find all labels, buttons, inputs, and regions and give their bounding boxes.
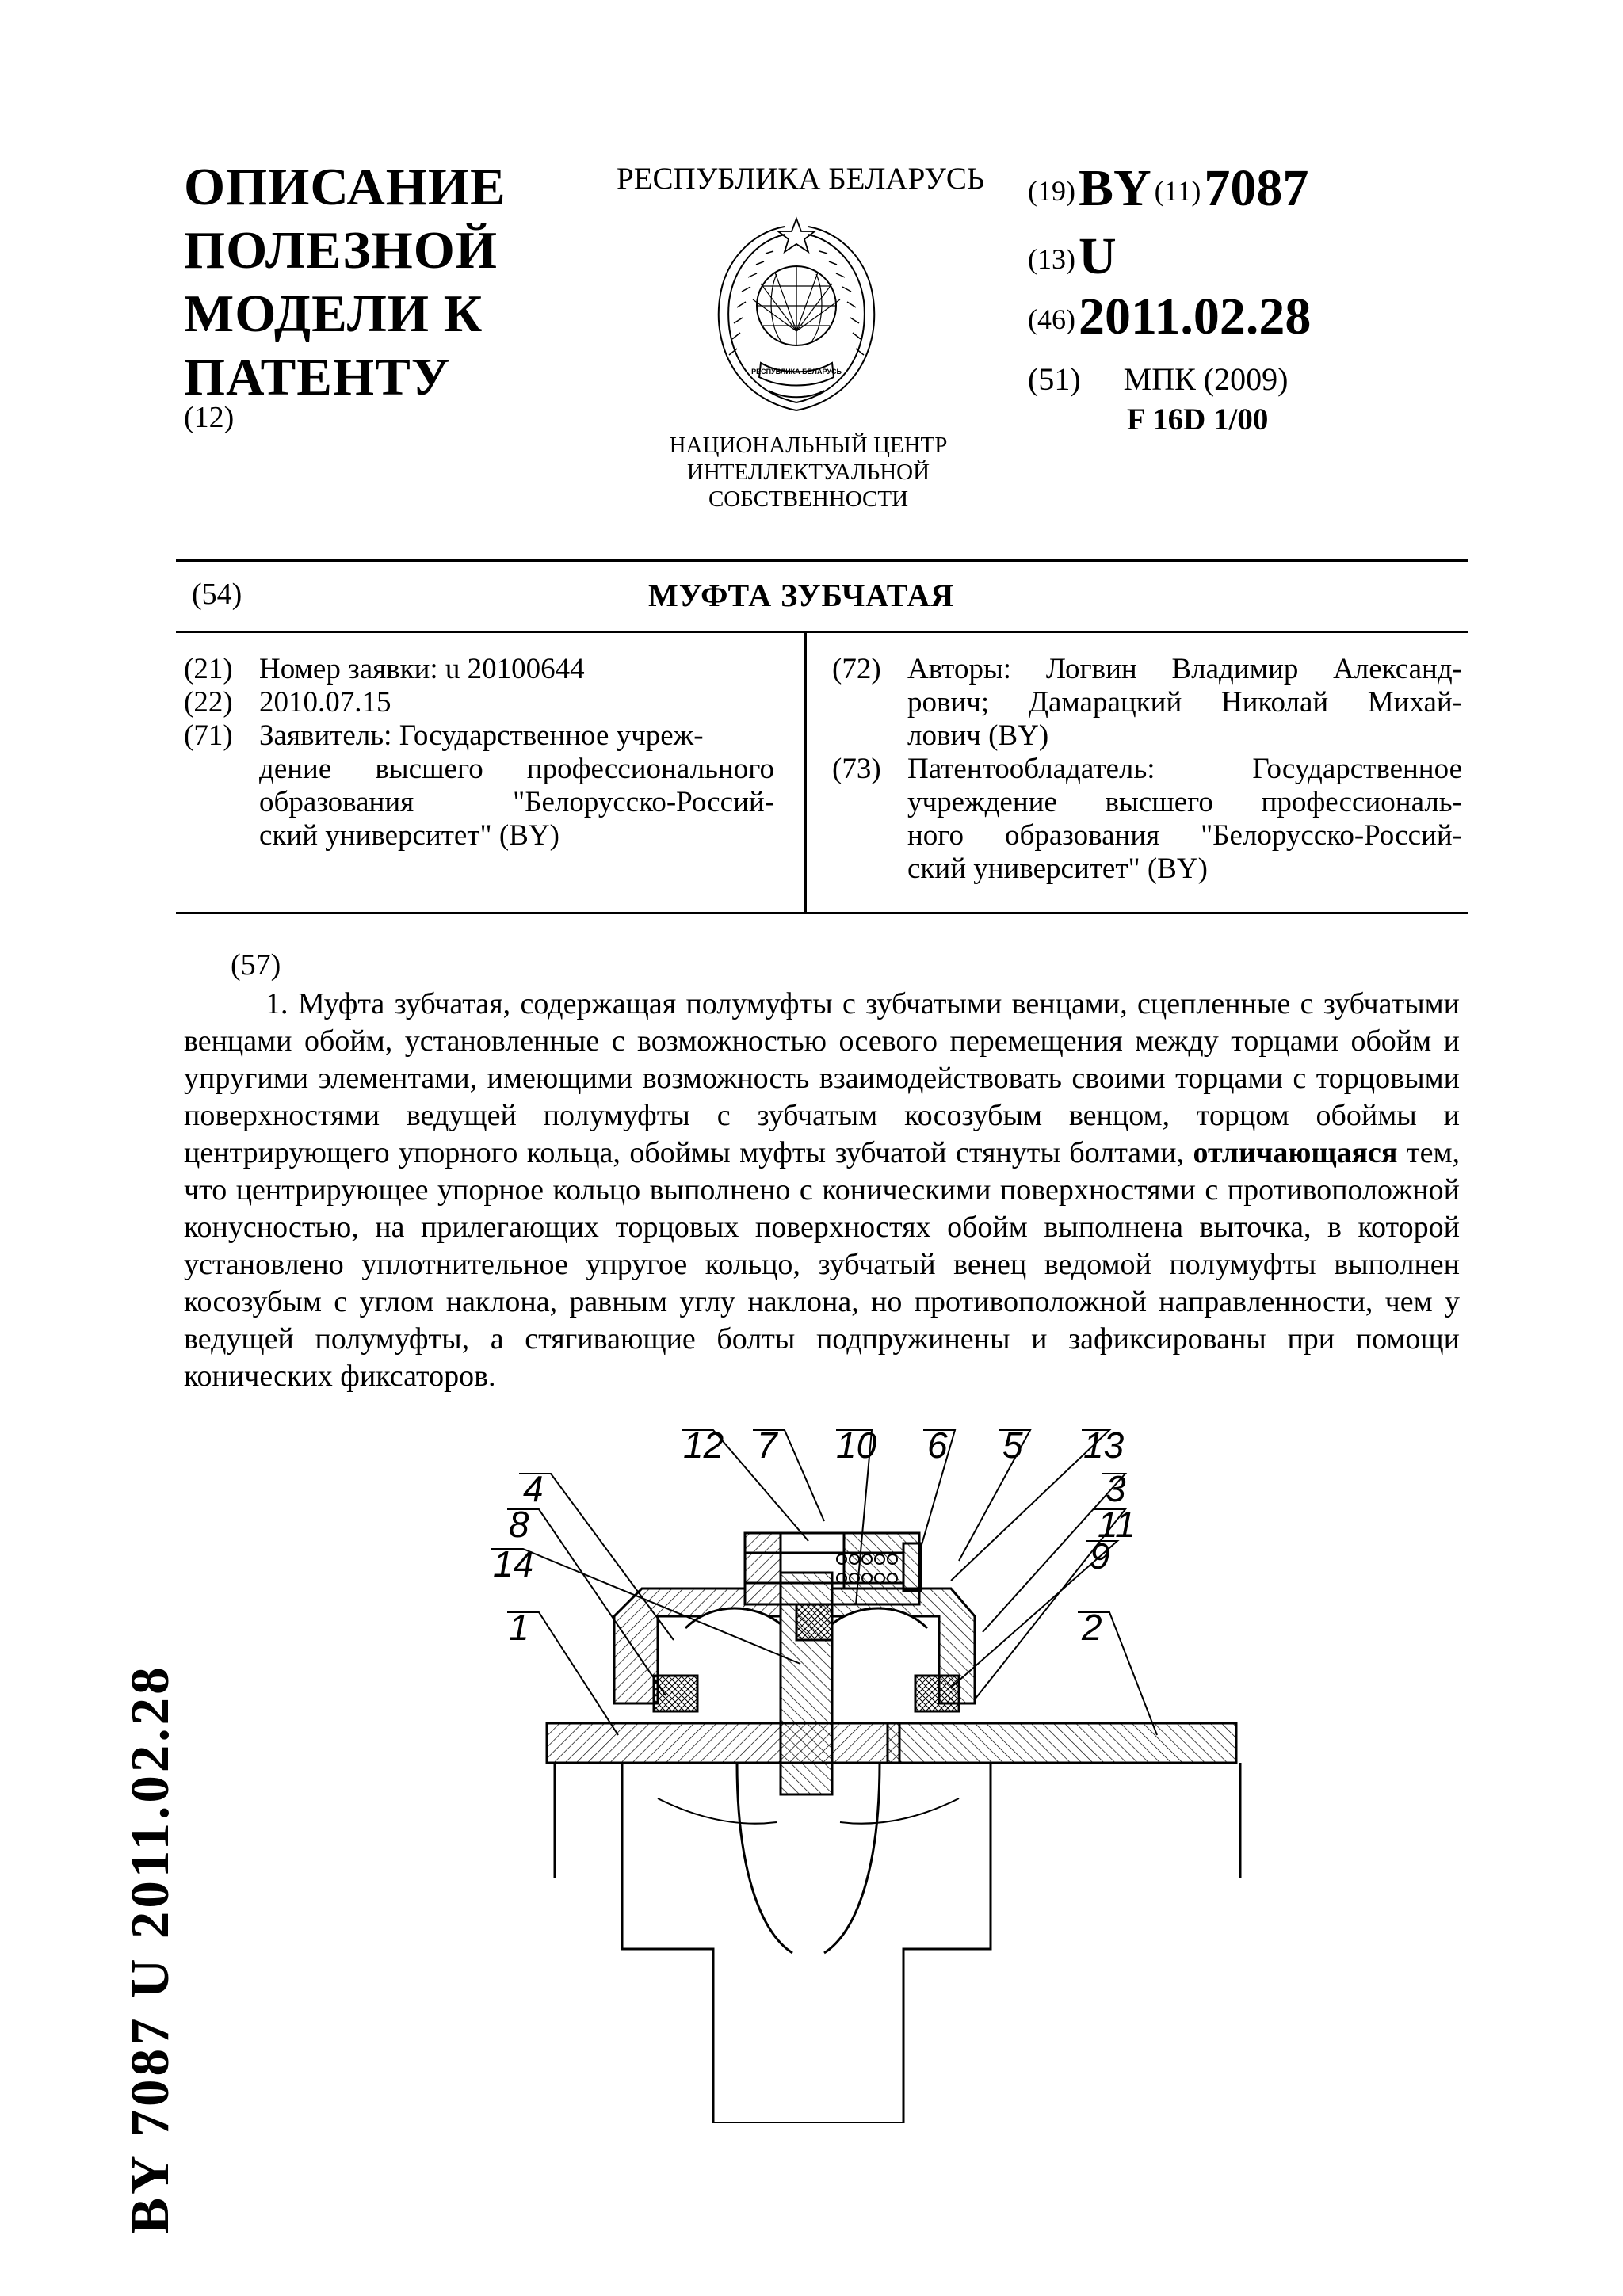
patent-holder-line: ский университет" (BY): [907, 852, 1208, 885]
drawing-label: 7: [757, 1426, 777, 1466]
ipc-class: F 16D 1/00: [1127, 402, 1269, 437]
drawing-label: 3: [1106, 1468, 1126, 1509]
divider-title: [176, 631, 1468, 633]
document-type-title: [184, 155, 556, 409]
ipc-row: [1028, 360, 1288, 398]
country-code: BY: [1078, 159, 1151, 217]
divider-bottom: [176, 912, 1468, 914]
divider-top: [176, 559, 1468, 562]
inid-code-13: (13): [1028, 243, 1075, 275]
invention-title: МУФТА ЗУБЧАТАЯ: [648, 578, 955, 613]
applicant-row: [184, 719, 774, 753]
filing-date: 2010.07.15: [259, 686, 391, 719]
patent-holder-row: [832, 753, 1462, 786]
inid-code-57: (57): [231, 948, 281, 982]
coupling-section-drawing: [475, 1426, 1522, 2123]
claim-part: 1. Муфта зубчатая, содержащая полумуфты с зубчатыми венцами, сцепленные с зубчатыми венцами обойм, установленные с возможностью осевого перемещения между торцами обойм и упругими элементами, имеющими возможность взаимодействовать своими торцами с торцовыми поверхностями ведущей полумуфты с зубчатым косозубым венцом, торцом обоймы и центрирующего упорного кольца, обоймы муфты зубчатой стянуты болтами,: [184, 987, 1460, 1169]
drawing-label: 9: [1090, 1535, 1110, 1577]
patent-holder-line: ного образования "Белорусско-Россий-: [907, 819, 1462, 852]
inid-code-21: (21): [184, 653, 233, 685]
applicant-line: образования "Белорусско-Россий-: [259, 786, 774, 818]
inid-code-19: (19): [1028, 175, 1075, 207]
inid-code-73: (73): [832, 753, 881, 785]
side-publication-number: BY 7087 U 2011.02.28: [120, 1664, 180, 2234]
drawing-label: 5: [1002, 1426, 1023, 1466]
drawing-label: 4: [523, 1468, 544, 1509]
authors-line: рович; Дамарацкий Николай Михай-: [907, 686, 1462, 719]
republic-name: РЕСПУБЛИКА БЕЛАРУСЬ: [617, 162, 985, 196]
title-line: МОДЕЛИ К: [184, 284, 483, 343]
applicant-line: Заявитель: Государственное учреж-: [259, 719, 704, 752]
filing-date-row: [184, 686, 774, 719]
publication-date: 2011.02.28: [1078, 288, 1312, 345]
applicant-line: дение высшего профессионального: [259, 753, 774, 785]
title-line: ПОЛЕЗНОЙ: [184, 221, 498, 280]
inid-code-54: (54): [192, 578, 242, 611]
drawing-label: 11: [1098, 1504, 1136, 1545]
application-number: Номер заявки: u 20100644: [259, 653, 585, 685]
inid-code-71: (71): [184, 719, 233, 752]
drawing-label: 10: [836, 1426, 877, 1466]
drawing-label: 13: [1083, 1426, 1125, 1466]
kind-row: [1028, 227, 1117, 287]
authors-row: [832, 653, 1462, 686]
inid-code-11: (11): [1154, 175, 1201, 207]
patent-number: 7087: [1204, 159, 1309, 217]
kind-code: U: [1078, 227, 1117, 285]
patent-holder-line: учреждение высшего профессиональ-: [907, 786, 1462, 818]
drawing-label: 8: [509, 1504, 529, 1545]
drawing-label: 1: [509, 1607, 529, 1648]
office-name-line: ИНТЕЛЛЕКТУАЛЬНОЙ: [686, 460, 930, 485]
inid-code-12: (12): [184, 401, 235, 434]
claim-characterizing-word: отличающаяся: [1193, 1136, 1398, 1169]
date-row: [1028, 287, 1311, 347]
authors-line: лович (BY): [907, 719, 1049, 752]
inid-code-46: (46): [1028, 303, 1075, 335]
office-name-line: СОБСТВЕННОСТИ: [708, 486, 909, 512]
drawing-label: 14: [493, 1543, 534, 1585]
bibliographic-right: [832, 653, 1462, 886]
claim-part: тем, что центрирующее упорное кольцо выполнено с коническими поверхностями с противоположной конусностью, на прилегающих торцовых поверхностях обойм выполнена выточка, в которой установлено уплотнительное упругое кольцо, зубчатый венец ведомой полумуфты выполнен косозубым с углом наклона, равным углу наклона, но противоположной направленности, чем у ведущей полумуфты, а стягивающие болты подпружинены и зафиксированы при помощи конических фиксаторов.: [184, 1136, 1460, 1393]
drawing-label: 12: [683, 1426, 724, 1466]
application-number-row: [184, 653, 774, 686]
applicant-line: ский университет" (BY): [259, 819, 559, 852]
inid-code-22: (22): [184, 686, 233, 719]
ipc-edition: МПК (2009): [1123, 361, 1289, 397]
office-name-line: НАЦИОНАЛЬНЫЙ ЦЕНТР: [669, 433, 948, 458]
divider-column: [804, 631, 807, 913]
patent-holder-line: Патентообладатель: Государственное: [907, 753, 1462, 785]
title-line: ПАТЕНТУ: [184, 348, 451, 406]
drawing-label: 6: [927, 1426, 948, 1466]
office-name: [618, 432, 999, 513]
authors-line: Авторы: Логвин Владимир Александ-: [907, 653, 1462, 685]
inid-code-51: (51): [1028, 361, 1081, 397]
drawing-label: 2: [1082, 1607, 1102, 1648]
emblem-text: РЕСПУБЛИКА БЕЛАРУСЬ: [751, 368, 842, 376]
state-emblem-icon: [705, 212, 888, 418]
bibliographic-left: [184, 653, 774, 852]
claim-text: [184, 986, 1460, 1395]
inid-code-72: (72): [832, 653, 881, 685]
title-line: ОПИСАНИЕ: [184, 158, 506, 216]
country-number-row: [1028, 158, 1308, 219]
